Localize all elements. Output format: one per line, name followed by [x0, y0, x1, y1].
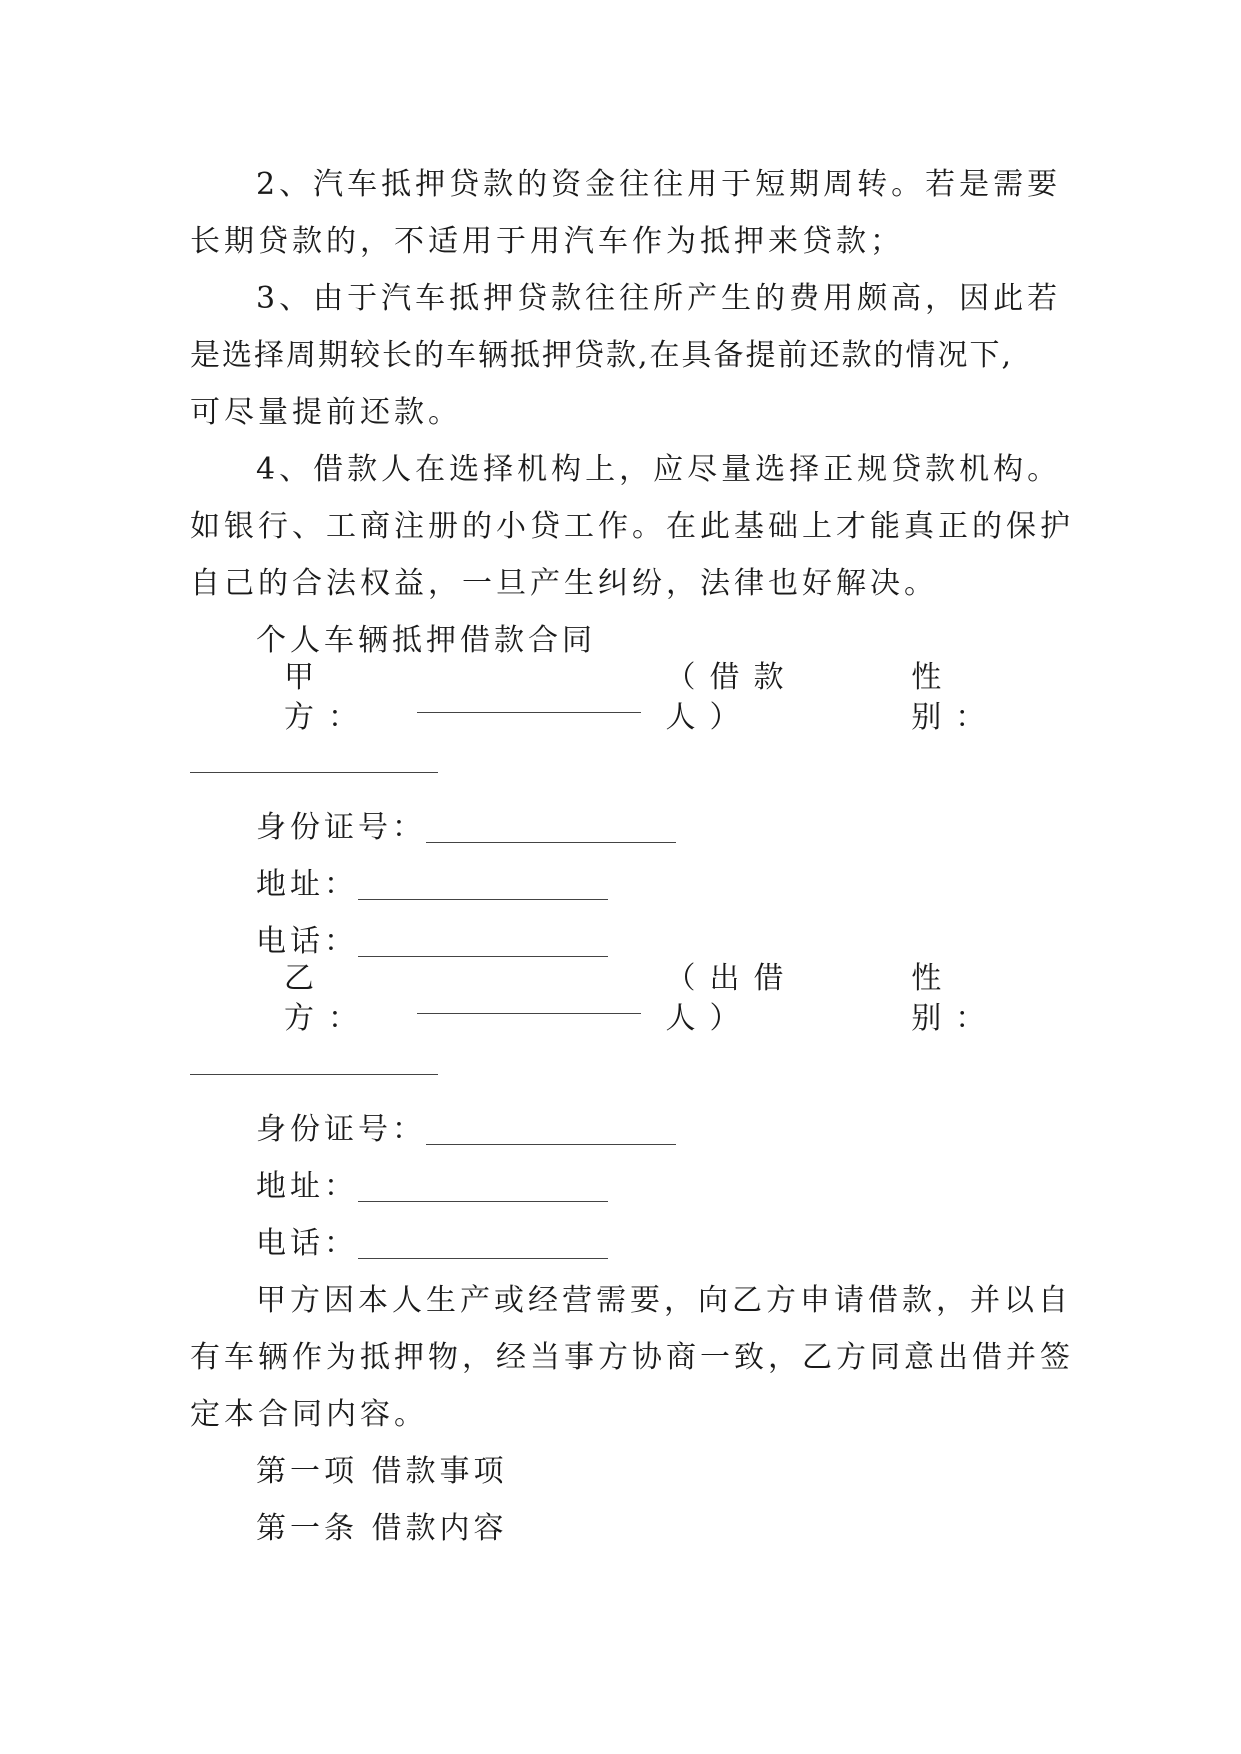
party-b-row — [284, 961, 1030, 1036]
party-b-address-row — [256, 1167, 608, 1207]
paragraph-4-line-1: 4、借款人在选择机构上，应尽量选择正规贷款机构。 — [256, 452, 1062, 487]
party-a-gender-blank[interactable] — [190, 772, 438, 773]
intro-line-2: 有车辆作为抵押物，经当事方协商一致，乙方同意出借并签 — [190, 1340, 1074, 1375]
party-b-role: （出借人） — [665, 961, 798, 1036]
party-b-address-blank[interactable] — [358, 1173, 608, 1202]
party-b-address-label: 地址： — [256, 1169, 358, 1204]
intro-line-3: 定本合同内容。 — [190, 1397, 428, 1432]
party-b-phone-label: 电话： — [256, 1226, 358, 1261]
section-1-heading: 第一项 借款事项 — [256, 1454, 508, 1489]
party-a-phone-row — [256, 922, 608, 962]
party-a-address-blank[interactable] — [358, 871, 608, 900]
party-a-id-row — [256, 808, 676, 848]
party-a-phone-label: 电话： — [256, 924, 358, 959]
party-a-gender-label: 性别： — [911, 660, 1000, 735]
party-a-role: （借款人） — [665, 660, 798, 735]
party-a-address-row — [256, 865, 608, 905]
contract-title: 个人车辆抵押借款合同 — [256, 623, 596, 658]
party-b-label: 乙方： — [284, 961, 372, 1036]
paragraph-4-line-3: 自己的合法权益，一旦产生纠纷，法律也好解决。 — [190, 566, 938, 601]
party-a-address-label: 地址： — [256, 867, 358, 902]
party-b-id-row — [256, 1110, 676, 1150]
paragraph-2-line-1: 2、汽车抵押贷款的资金往往用于短期周转。若是需要 — [256, 167, 1062, 202]
party-b-phone-blank[interactable] — [358, 1230, 608, 1259]
party-a-label: 甲方： — [284, 660, 372, 735]
party-b-id-label: 身份证号： — [256, 1112, 426, 1147]
paragraph-3-line-1: 3、由于汽车抵押贷款往往所产生的费用颇高，因此若 — [256, 281, 1062, 316]
party-a-id-label: 身份证号： — [256, 810, 426, 845]
party-b-gender-label: 性别： — [911, 961, 1000, 1036]
party-b-name-blank[interactable] — [417, 985, 642, 1014]
intro-line-1: 甲方因本人生产或经营需要，向乙方申请借款，并以自 — [256, 1283, 1072, 1318]
article-1-heading: 第一条 借款内容 — [256, 1511, 508, 1546]
party-a-id-blank[interactable] — [426, 814, 676, 843]
party-b-phone-row — [256, 1224, 608, 1264]
paragraph-3-line-3: 可尽量提前还款。 — [190, 395, 462, 430]
paragraph-2-line-2: 长期贷款的，不适用于用汽车作为抵押来贷款； — [190, 224, 904, 259]
party-a-name-blank[interactable] — [417, 684, 642, 713]
party-a-row — [284, 660, 1030, 735]
party-b-gender-blank[interactable] — [190, 1074, 438, 1075]
party-a-phone-blank[interactable] — [358, 928, 608, 957]
party-b-id-blank[interactable] — [426, 1116, 676, 1145]
paragraph-3-line-2: 是选择周期较长的车辆抵押贷款,在具备提前还款的情况下, — [190, 338, 1014, 373]
paragraph-4-line-2: 如银行、工商注册的小贷工作。在此基础上才能真正的保护 — [190, 509, 1074, 544]
